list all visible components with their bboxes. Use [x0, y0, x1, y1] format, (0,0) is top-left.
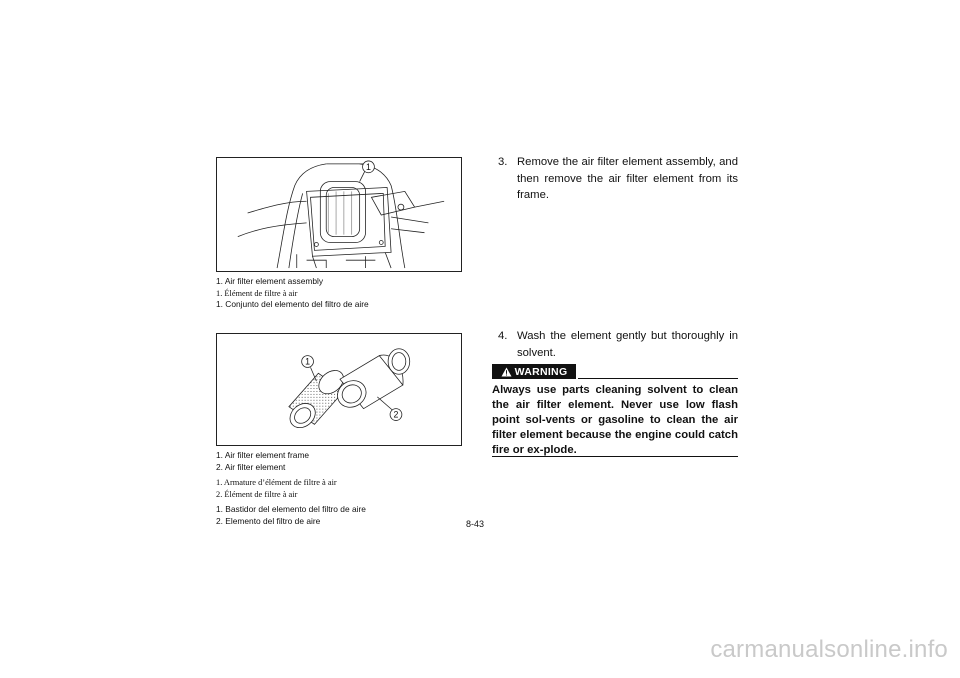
caption-es-line-2: 2. Elemento del filtro de aire [216, 515, 321, 526]
warning-badge [492, 364, 576, 379]
callout-1: 1 [366, 161, 371, 172]
air-filter-element-illustration [217, 334, 461, 445]
caption-fr-line: 1. Élément de filtre à air [216, 288, 298, 298]
air-filter-assembly-illustration [217, 158, 461, 271]
step-4 [498, 328, 738, 361]
warning-label: WARNING [514, 365, 568, 378]
step-text: Remove the air filter element assembly, and then remove the air filter element from its frame. [517, 156, 738, 201]
warning-header [492, 364, 738, 380]
caption-fr-line-2: 2. Élément de filtre à air [216, 489, 298, 499]
callout-1: 1 [305, 356, 311, 367]
caption-en-line-2: 2. Air filter element [216, 461, 286, 472]
watermark: carmanualsonline.info [710, 636, 948, 663]
step-text: Wash the element gently but thoroughly in solvent. [517, 330, 738, 359]
step-3 [498, 154, 738, 204]
warning-top-rule [578, 378, 738, 379]
figure-air-filter-element [216, 333, 462, 446]
figure1-caption [216, 276, 476, 311]
warning-bottom-rule [492, 456, 738, 457]
figure2-caption [216, 450, 476, 527]
step-number: 4. [498, 330, 508, 342]
caption-es-line: 1. Conjunto del elemento del filtro de aire [216, 299, 369, 309]
page-number: 8-43 [466, 519, 485, 529]
figure-air-filter-assembly [216, 157, 462, 272]
warning-text: Always use parts cleaning solvent to clean the air filter element. Never use low flash point sol-vents or gasoline to clean the air filter element because the engine could catch fire or ex-plode. [492, 384, 738, 456]
warning-triangle-icon [501, 367, 512, 377]
caption-en-line-1: 1. Air filter element frame [216, 450, 310, 460]
caption-fr-line-1: 1. Armature d’élément de filtre à air [216, 478, 337, 487]
step-number: 3. [498, 156, 508, 168]
callout-2: 2 [393, 409, 399, 420]
caption-en-line: 1. Air filter element assembly [216, 276, 324, 286]
caption-es-line-1: 1. Bastidor del elemento del filtro de aire [216, 504, 366, 514]
